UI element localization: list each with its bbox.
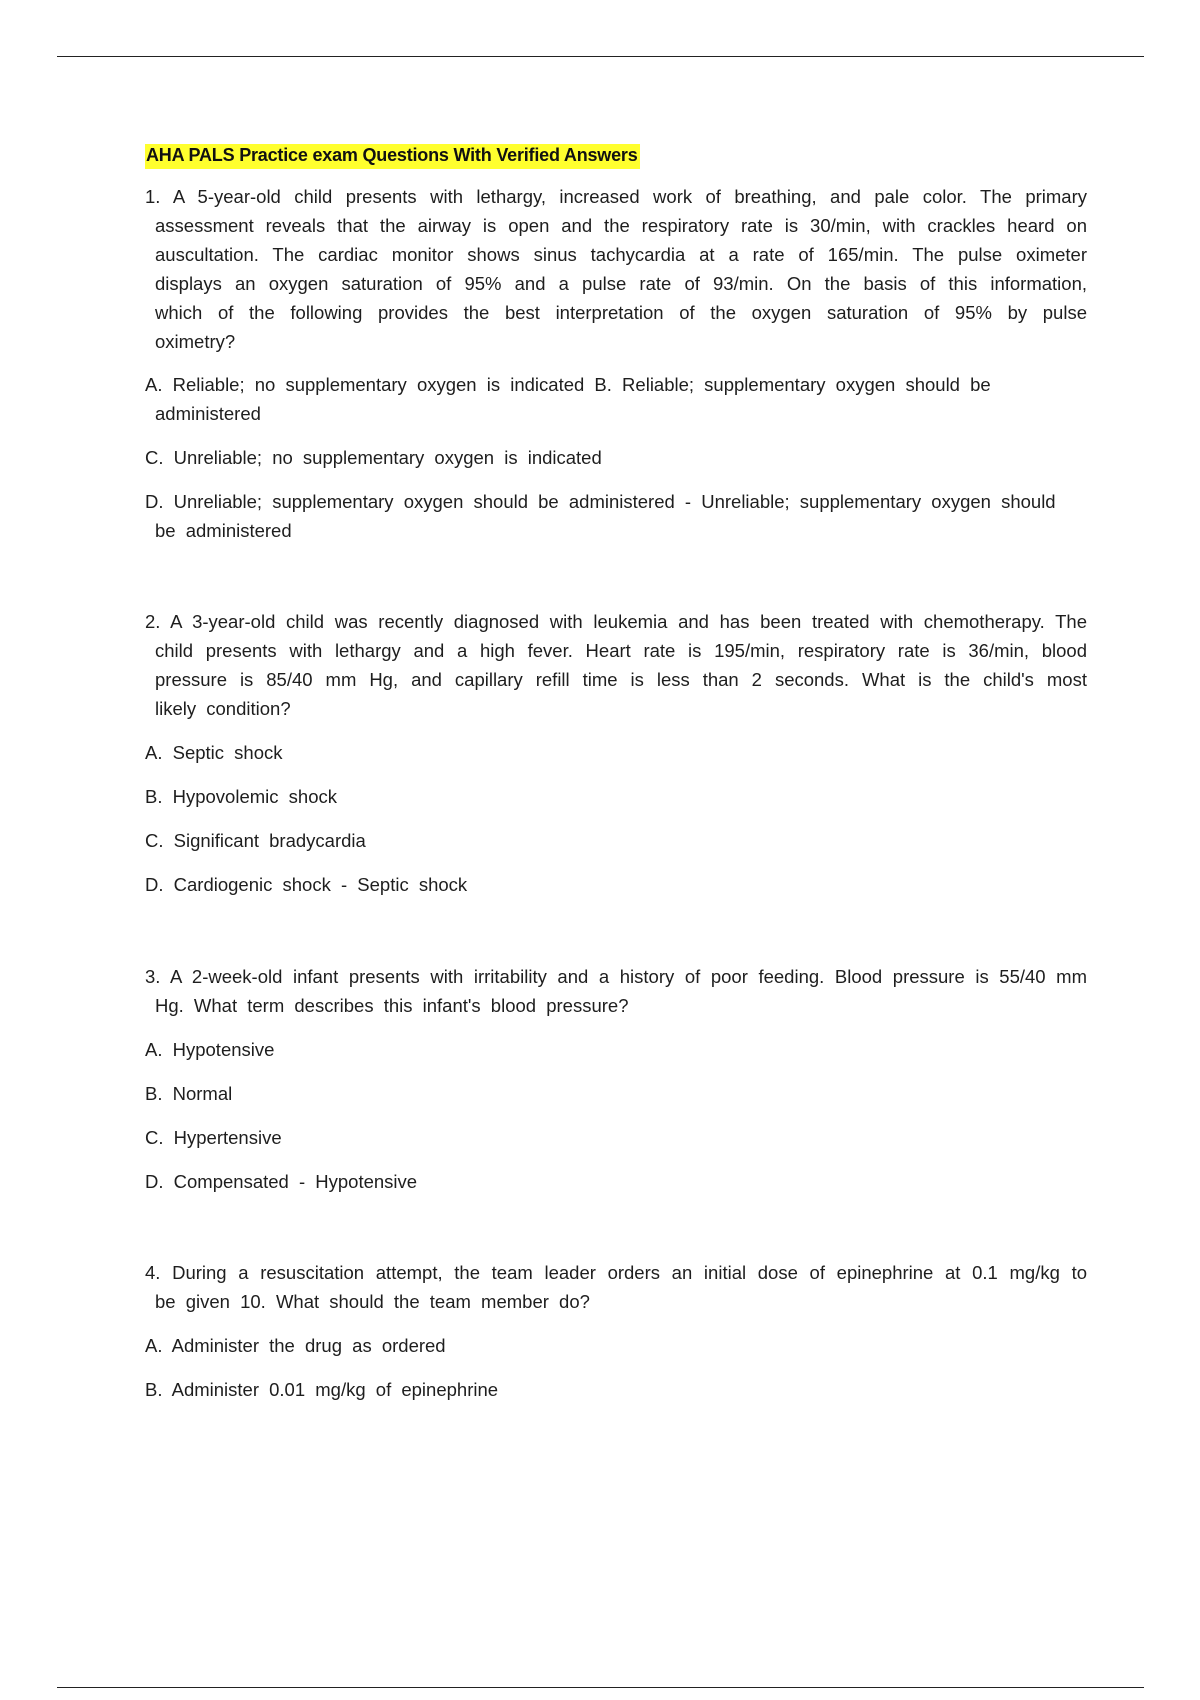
question-2: 2. A 3-year-old child was recently diagnosed with leukemia and has been treated with chemotherapy. The child presents with lethargy and a high fever. Heart rate is 195/min, respiratory rate is 36/min, blood pressure is 85/40 mm Hg, and capillary refill time is less than 2 seconds. What is the child's most likely condition? — [145, 611, 1087, 719]
question-3: 3. A 2-week-old infant presents with irritability and a history of poor feeding. Blood pressure is 55/40 mm Hg. What term describes this infant's blood pressure? — [145, 966, 1087, 1016]
question-3-option-d: D. Compensated - Hypotensive — [145, 1171, 418, 1192]
page-content — [145, 144, 1087, 1404]
question-3-option-a: A. Hypotensive — [145, 1039, 275, 1060]
question-3-option-c: C. Hypertensive — [145, 1127, 282, 1148]
question-2-option-d: D. Cardiogenic shock - Septic shock — [145, 874, 468, 895]
footer-rule — [57, 1687, 1144, 1688]
question-1: 1. A 5-year-old child presents with lethargy, increased work of breathing, and pale color. The primary assessment reveals that the airway is open and the respiratory rate is 30/min, with crackles heard on auscultation. The cardiac monitor shows sinus tachycardia at a rate of 165/min. The pulse oximeter displays an oxygen saturation of 95% and a pulse rate of 93/min. On the basis of this information, which of the following provides the best interpretation of the oxygen saturation of 95% by pulse oximetry? — [145, 186, 1087, 352]
document-title: AHA PALS Practice exam Questions With Verified Answers — [145, 144, 640, 169]
question-1-option-a-b: A. Reliable; no supplementary oxygen is indicated B. Reliable; supplementary oxygen should be administered — [145, 374, 991, 424]
question-2-option-a: A. Septic shock — [145, 742, 283, 763]
question-2-option-b: B. Hypovolemic shock — [145, 786, 337, 807]
question-1-option-d: D. Unreliable; supplementary oxygen should be administered - Unreliable; supplementary oxygen should be administered — [145, 491, 1056, 541]
question-4-option-a: A. Administer the drug as ordered — [145, 1335, 446, 1356]
header-rule — [57, 56, 1144, 57]
question-3-option-b: B. Normal — [145, 1083, 233, 1104]
question-2-option-c: C. Significant bradycardia — [145, 830, 366, 851]
question-4: 4. During a resuscitation attempt, the team leader orders an initial dose of epinephrine at 0.1 mg/kg to be given 10. What should the team member do? — [145, 1262, 1087, 1312]
question-4-option-b: B. Administer 0.01 mg/kg of epinephrine — [145, 1379, 499, 1400]
question-1-option-c: C. Unreliable; no supplementary oxygen is indicated — [145, 447, 602, 468]
